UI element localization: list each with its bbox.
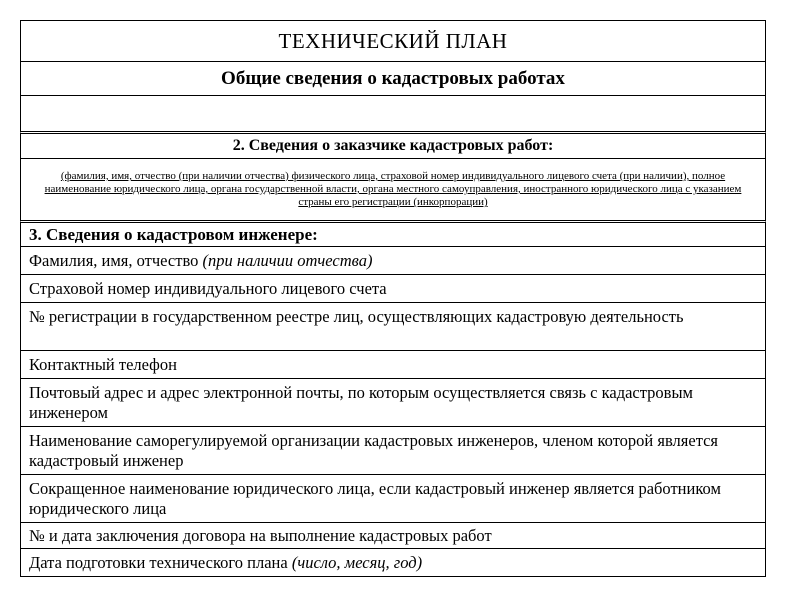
form-subtitle (20, 62, 766, 96)
section-2-heading-text: 2. Сведения о заказчике кадастровых работ: (232, 137, 554, 154)
engineer-snils-label: Страховой номер индивидуального лицевого счета (29, 278, 387, 298)
engineer-registry-label: № регистрации в государственном реестре лиц, осуществляющих кадастровую деятельность (29, 307, 684, 326)
engineer-phone-label: Контактный телефон (29, 354, 177, 374)
form-title (20, 20, 766, 62)
plan-date-label: Дата подготовки технического плана (число, месяц, год) (29, 552, 423, 572)
form-subtitle-text: Общие сведения о кадастровых работах (221, 67, 565, 89)
customer-info-field[interactable] (20, 159, 766, 223)
engineer-sro-label: Наименование саморегулируемой организации кадастровых инженеров, членом которой является кадастровый инженер (29, 431, 719, 470)
engineer-organization-row[interactable] (20, 475, 766, 523)
engineer-registry-row[interactable] (20, 303, 766, 351)
contract-label: № и дата заключения договора на выполнение кадастровых работ (29, 525, 492, 545)
technical-plan-form (20, 20, 766, 577)
section-2-heading (20, 134, 766, 159)
section-3-heading-text: 3. Сведения о кадастровом инженере: (29, 224, 318, 244)
plan-date-row[interactable] (20, 549, 766, 577)
engineer-address-row[interactable] (20, 379, 766, 427)
section-3-heading (20, 223, 766, 247)
engineer-phone-row[interactable] (20, 351, 766, 379)
customer-info-note: (фамилия, имя, отчество (при наличии отчества) физического лица, страховой номер индивидуального лицевого счета (при наличии), полное наименование юридического лица, органа государственной власти, органа местного самоуправления, иностранного юридического лица с указанием страны его регистрации (инкорпорации) (44, 170, 742, 208)
engineer-address-label: Почтовый адрес и адрес электронной почты, по которым осуществляется связь с кадастровым инженером (29, 383, 693, 422)
contract-row[interactable] (20, 523, 766, 549)
engineer-organization-label: Сокращенное наименование юридического лица, если кадастровый инженер является работником юридического лица (29, 479, 721, 518)
engineer-fio-row[interactable] (20, 247, 766, 275)
engineer-snils-row[interactable] (20, 275, 766, 303)
empty-row[interactable] (20, 96, 766, 134)
engineer-fio-label: Фамилия, имя, отчество (при наличии отчества) (29, 250, 373, 270)
form-title-text: ТЕХНИЧЕСКИЙ ПЛАН (278, 28, 508, 53)
engineer-sro-row[interactable] (20, 427, 766, 475)
